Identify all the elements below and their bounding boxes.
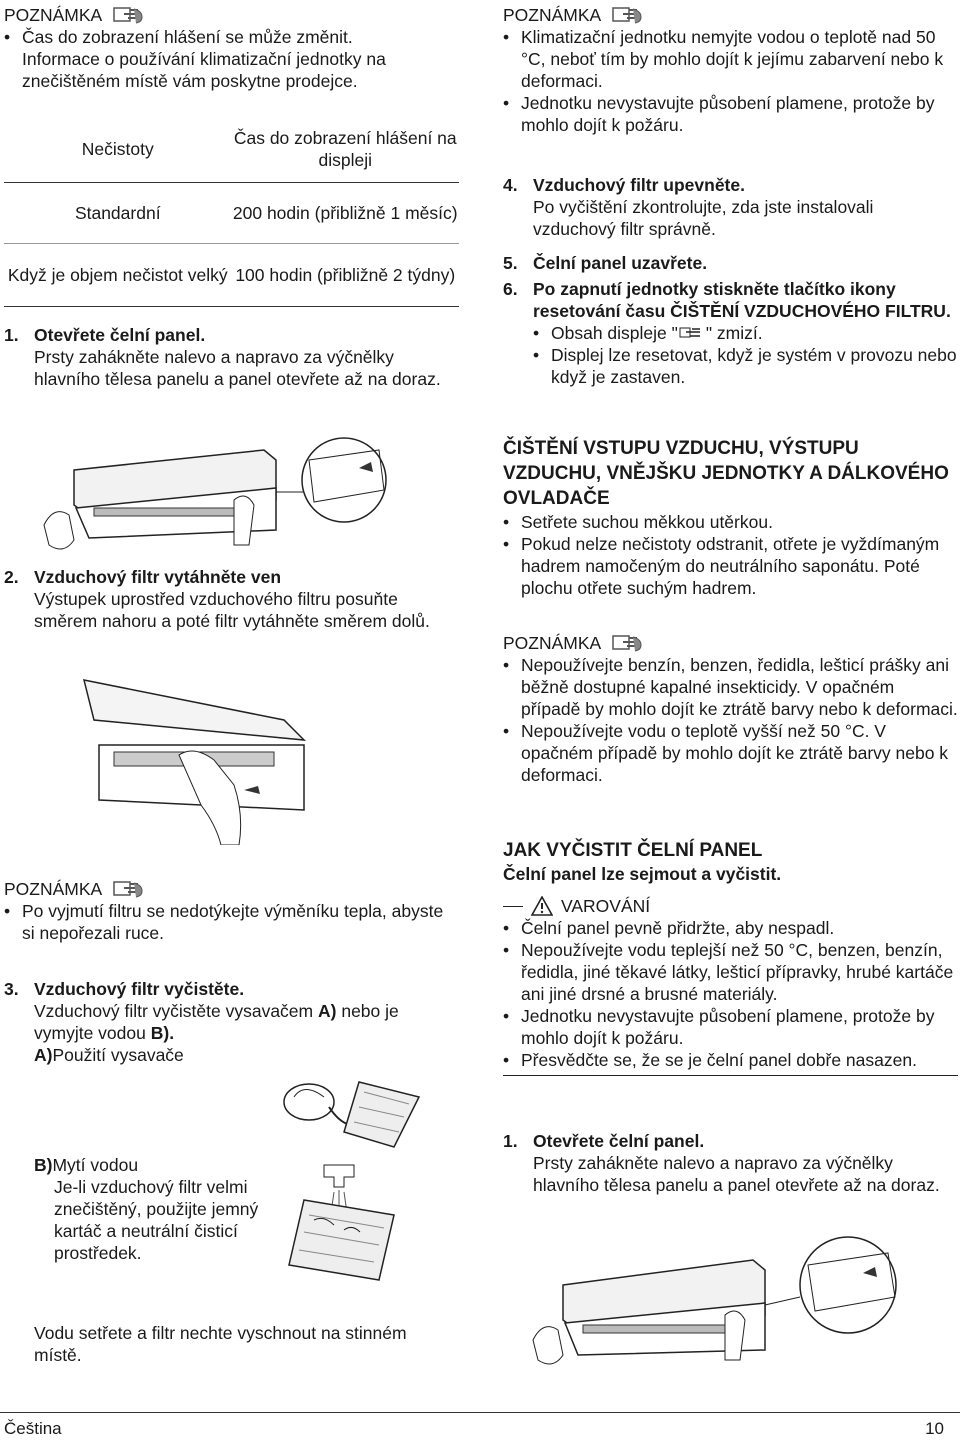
table-cell: Standardní <box>74 203 161 223</box>
table-cell: 200 hodin (přibližně 1 měsíc) <box>232 203 458 223</box>
note-block-2 <box>4 878 459 944</box>
step-text: Po vyčištění zkontrolujte, zda jste instalovali vzduchový filtr správně. <box>533 197 874 239</box>
table-divider <box>4 306 459 307</box>
table-row <box>4 244 459 306</box>
section-subheading: Čelní panel lze sejmout a vyčistit. <box>503 864 782 884</box>
section-clean-inlet-outlet <box>503 436 958 599</box>
note-block-1 <box>4 4 459 92</box>
bullet-icon: • <box>503 1006 510 1026</box>
bullet-icon: • <box>503 721 510 741</box>
warning-divider <box>503 1075 958 1076</box>
option-b-detail: Je-li vzduchový filtr velmi znečištěný, použijte jemný kartáč a neutrální čisticí prostředek. <box>54 1177 259 1263</box>
note-text: Nepoužívejte benzín, benzen, ředidla, lešticí prášky ani běžně dostupné kapalné insekticidy. V opačném případě by mohlo dojít ke ztrátě barvy nebo k deformaci. <box>521 655 958 719</box>
step-title: Otevřete čelní panel. <box>533 1131 705 1151</box>
bullet-icon: • <box>503 534 510 554</box>
section-text: Pokud nelze nečistoty odstranit, otřete je vyždímaným hadrem namočeným do neutrálního saponátu. Poté plochu otřete suchým hadrem. <box>521 534 940 598</box>
note-title: POZNÁMKA <box>503 5 602 25</box>
note-title: POZNÁMKA <box>4 879 103 899</box>
page-number: 10 <box>925 1419 944 1438</box>
step-title: Po zapnutí jednotky stiskněte tlačítko ikony resetování času ČIŠTĚNÍ VZDUCHOVÉHO FILTRU. <box>533 279 951 321</box>
note-hand-icon <box>110 879 146 899</box>
bullet-icon: • <box>503 93 510 113</box>
open-panel-illustration-2 <box>503 1225 958 1375</box>
bullet-icon: • <box>533 345 540 365</box>
step-text: Displej lze resetovat, když je systém v provozu nebo když je zastaven. <box>551 345 957 387</box>
section-heading: JAK VYČISTIT ČELNÍ PANEL <box>503 840 763 861</box>
note-hand-icon <box>110 5 146 25</box>
step-1 <box>4 324 459 390</box>
note-block-4 <box>503 632 958 786</box>
step-title: Čelní panel uzavřete. <box>533 253 708 273</box>
washing-illustration <box>284 1160 434 1290</box>
note-text: Nepoužívejte vodu o teplotě vyšší než 50 °C. V opačném případě by mohlo dojít ke ztrátě barvy nebo k deformaci. <box>521 721 949 785</box>
note-text: Čas do zobrazení hlášení se může změnit. <box>22 27 353 47</box>
bullet-icon: • <box>4 27 11 47</box>
warning-text: Nepoužívejte vodu teplejší než 50 °C, benzen, benzín, ředidla, jiné těkavé látky, lešticí přípravky, hrubé kartáče ani jiné drsné a brusné materiály. <box>521 940 954 1004</box>
note-hand-icon <box>609 633 645 653</box>
step-text: Vzduchový filtr vyčistěte vysavačem A) nebo je vymyjte vodou B). <box>34 1001 399 1043</box>
bullet-icon: • <box>503 655 510 675</box>
step-text: Výstupek uprostřed vzduchového filtru posuňte směrem nahoru a poté filtr vytáhněte směrem dolů. <box>34 589 430 631</box>
step-text: Prsty zahákněte nalevo a napravo za výčnělky hlavního tělesa panelu a panel otevřete až na doraz. <box>533 1153 940 1195</box>
step-text: Prsty zahákněte nalevo a napravo za výčnělky hlavního tělesa panelu a panel otevřete až na doraz. <box>34 347 441 389</box>
section-heading: ČIŠTĚNÍ VSTUPU VZDUCHU, VÝSTUPU VZDUCHU, VNĚJŠKU JEDNOTKY A DÁLKOVÉHO OVLADAČE <box>503 438 949 509</box>
step-5 <box>503 252 958 274</box>
step-2 <box>4 566 459 632</box>
step-4 <box>503 174 958 240</box>
dirt-interval-table <box>4 116 459 307</box>
step-title: Vzduchový filtr vyčistěte. <box>34 979 245 999</box>
bullet-icon: • <box>503 1050 510 1070</box>
note-text: Klimatizační jednotku nemyjte vodou o teplotě nad 50 °C, neboť tím by mohlo dojít k jejímu zabarvení nebo k deformaci. <box>521 27 944 91</box>
footer-language: Čeština <box>4 1419 62 1438</box>
table-cell: 100 hodin (přibližně 2 týdny) <box>235 265 456 285</box>
step-6 <box>503 278 958 388</box>
step-1-front-panel <box>503 1130 958 1196</box>
table-cell: Když je objem nečistot velký <box>7 265 228 285</box>
bullet-icon: • <box>503 940 510 960</box>
note-text: Jednotku nevystavujte působení plamene, protože by mohlo dojít k požáru. <box>521 93 935 135</box>
step-number: 4. <box>503 175 518 195</box>
bullet-icon: • <box>533 323 540 343</box>
step-title: Vzduchový filtr upevněte. <box>533 175 745 195</box>
note-hand-icon <box>609 5 645 25</box>
note-title: POZNÁMKA <box>4 5 103 25</box>
step-title: Vzduchový filtr vytáhněte ven <box>34 567 282 587</box>
bullet-icon: • <box>4 901 11 921</box>
warning-header <box>503 895 958 917</box>
option-a-label: A)Použití vysavače <box>34 1045 184 1065</box>
footer-divider <box>0 1412 960 1413</box>
step-number: 1. <box>503 1131 518 1151</box>
step-number: 6. <box>503 279 518 299</box>
filter-removal-illustration <box>4 660 459 845</box>
drying-instruction: Vodu setřete a filtr nechte vyschnout na stinném místě. <box>34 1323 407 1365</box>
step-title: Otevřete čelní panel. <box>34 325 206 345</box>
note-text: Informace o používání klimatizační jednotky na znečištěném místě vám poskytne prodejce. <box>22 49 386 91</box>
table-header-row <box>4 116 459 182</box>
step-number: 5. <box>503 253 518 273</box>
warning-title: VAROVÁNÍ <box>561 896 651 916</box>
section-text: Setřete suchou měkkou utěrkou. <box>521 512 773 532</box>
table-header-cell: Čas do zobrazení hlášení na displeji <box>233 128 457 170</box>
table-row <box>4 183 459 244</box>
note-block-3 <box>503 4 958 136</box>
warning-text: Jednotku nevystavujte působení plamene, protože by mohlo dojít k požáru. <box>521 1006 935 1048</box>
filter-reset-icon <box>678 325 706 343</box>
open-panel-illustration <box>4 430 459 555</box>
warning-text: Čelní panel pevně přidržte, aby nespadl. <box>521 918 835 938</box>
table-header-cell: Nečistoty <box>81 139 154 159</box>
step-number: 3. <box>4 979 19 999</box>
step-number: 2. <box>4 567 19 587</box>
option-b: B)Mytí vodou Je-li vzduchový filtr velmi znečištěný, použijte jemný kartáč a neutrální čisticí prostředek. <box>4 1154 459 1264</box>
step-3 <box>4 978 459 1066</box>
note-text: Po vyjmutí filtru se nedotýkejte výměníku tepla, abyste si nepořezali ruce. <box>22 901 444 943</box>
bullet-icon: • <box>503 918 510 938</box>
step-number: 1. <box>4 325 19 345</box>
bullet-icon: • <box>503 27 510 47</box>
warning-text: Přesvědčte se, že se je čelní panel dobře nasazen. <box>521 1050 917 1070</box>
step-text: Obsah displeje " " zmizí. <box>551 323 763 343</box>
section-clean-front-panel <box>503 838 958 1076</box>
warning-icon <box>531 896 553 916</box>
vacuum-illustration <box>264 1062 434 1154</box>
note-title: POZNÁMKA <box>503 633 602 653</box>
bullet-icon: • <box>503 512 510 532</box>
